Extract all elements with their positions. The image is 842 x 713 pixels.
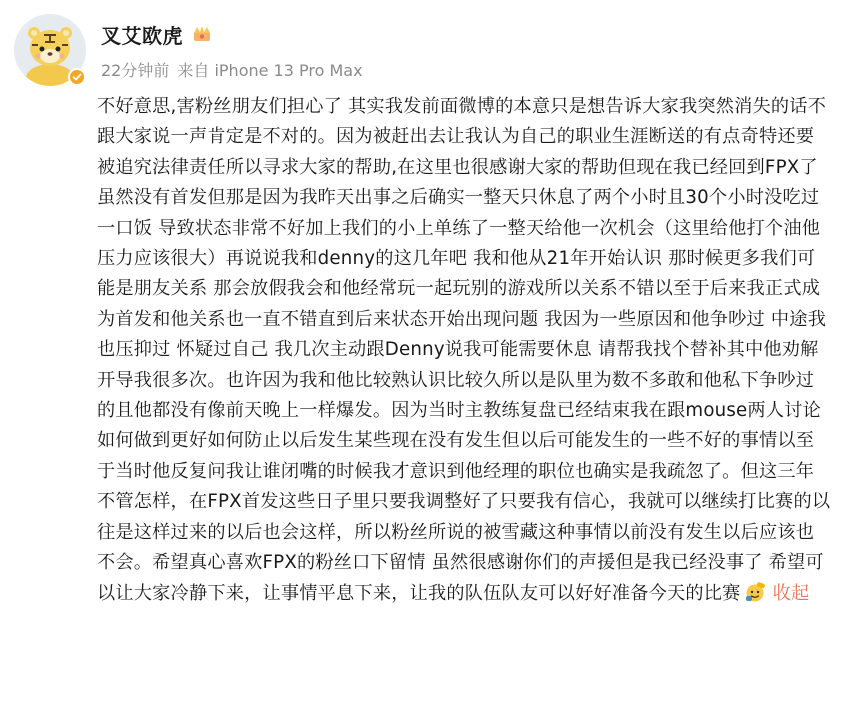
post-time: 22分钟前 (101, 61, 170, 80)
saluting-face-emoji-icon (744, 581, 766, 603)
post-meta (101, 58, 363, 81)
member-crown-icon[interactable] (191, 23, 213, 45)
collapse-link[interactable]: 收起 (772, 582, 810, 604)
post-source[interactable]: 来自 iPhone 13 Pro Max (177, 61, 363, 80)
verified-badge-icon (68, 68, 86, 86)
post-body (97, 92, 832, 609)
author-row (101, 19, 213, 49)
author-name[interactable]: 叉艾欧虎 (101, 23, 183, 48)
post-text: 不好意思,害粉丝朋友们担心了 其实我发前面微博的本意只是想告诉大家我突然消失的话不跟大家说一声肯定是不对的。因为被赶出去让我认为自己的职业生涯断送的有点奇特还要被追究法律责任所以寻求大家的帮助,在这里也很感谢大家的帮助但现在我已经回到FPX了虽然没有首发但那是因为我昨天出事之后确实一整天只休息了两个小时且30个小时没吃过一口饭 导致状态非常不好加上我们的小上单练了一整天给他一次机会（这里给他打个油他压力应该很大）再说说我和denny的这几年吧 我和他从21年开始认识 那时候更多我们可能是朋友关系 那会放假我会和他经常玩一起玩别的游戏所以关系不错以至于后来我正式成为首发和他关系也一直不错直到后来状态开始出现问题 我因为一些原因和他争吵过 中途我也压抑过 怀疑过自己 我几次主动跟Denny说我可能需要休息 请帮我找个替补其中他劝解开导我很多次。也许因为我和他比较熟认识比较久所以是队里为数不多敢和他私下争吵过的且他都没有像前天晚上一样爆发。因为当时主教练复盘已经结束我在跟mouse两人讨论如何做到更好如何防止以后发生某些现在没有发生但以后可能发生的一些不好的事情以至于当时他反复问我让谁闭嘴的时候我才意识到他经理的职位也确实是我疏忽了。但这三年不管怎样，在FPX首发这些日子里只要我调整好了只要我有信心，我就可以继续打比赛的以往是这样过来的以后也会这样，所以粉丝所说的被雪藏这种事情以前没有发生以后应该也不会。希望真心喜欢FPX的粉丝口下留情 虽然很感谢你们的声援但是我已经没事了 希望可以让大家冷静下来，让事情平息下来，让我的队伍队友可以好好准备今天的比赛 (97, 96, 831, 604)
